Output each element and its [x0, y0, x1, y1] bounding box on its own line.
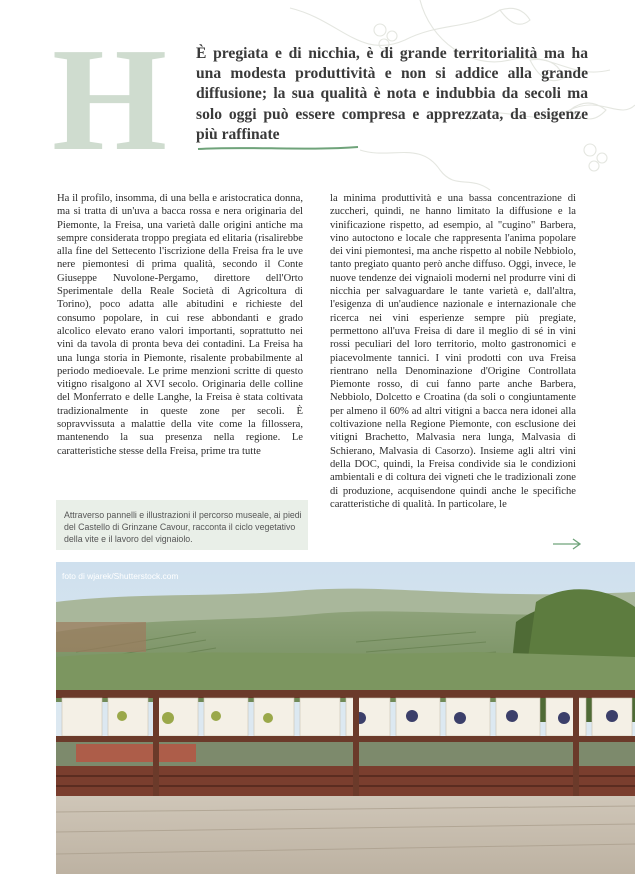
- continue-arrow-icon: [552, 537, 582, 551]
- drop-cap: H: [52, 18, 168, 182]
- body-column-left: [57, 192, 303, 458]
- body-paragraph-left: Ha il profilo, insomma, di una bella e aristocratica donna, ma si tratta di un'uva a bacca rossa e nera originaria del Piemonte, la Freisa, una varietà dalle origini antiche ma sempre considerata troppo pregiata ed elitaria (risalirebbe alla fine del Settecento l'iscrizione della Freisa fra le uve nere piemontesi di prima qualità, secondo il Conte Giuseppe Nuvolone-Pergamo, direttore dell'Orto Sperimentale della Reale Società di Agricoltura di Torino), poco adatta alle abitudini e richieste del consumo popolare, in cui rese abbondanti e grado alcolico elevato erano valori importanti, soprattutto nei vini da tavola di pronta beva dei contadini. La Freisa ha una lunga storia in Piemonte, risalente probabilmente al periodo medioevale. Le prime menzioni scritte di questo vitigno risalgono al XVI secolo. Originaria delle colline del Monferrato e delle Langhe, la Freisa è stata coltivata tradizionalmente in queste zone per secoli. È sopravvissuta a malattie della vite come la fillossera, mantenendo la sua presenza nella regione. Le caratteristiche stesse della Freisa, prime tra tutte: [57, 193, 303, 457]
- lead-underline: [196, 144, 360, 152]
- body-paragraph-right: la minima produttività e una bassa concentrazione di zuccheri, quindi, ne hanno limitato la diffusione e la vinificazione rispetto, ad esempio, al "cugino" Barbera, vino autoctono e locale che rappresenta l'anima popolare dei vini piemontesi, ma anche rispetto al nobile Nebbiolo, tanto pregiato quanto però anche diffuso. Oggi, invece, le nuove tendenze dei vignaioli moderni nel produrre vini di nicchia per salvaguardare le tante varietà e, dall'altra, l'esigenza di un'audience nazionale e internazionale che ricerca nei vini esperienze sempre più pregiate, permettono all'uva Freisa di dare il meglio di sé in vini rossi peculiari del loro territorio, molto gastronomici e piacevolmente tannici. I vini prodotti con uva Freisa rientrano nella Denominazione d'Origine Controllata Piemonte rosso, di cui fanno parte anche Barbera, Nebbiolo, Dolcetto e Croatina (da soli o congiuntamente per almeno il 60% ad altri vitigni a bacca nera idonei alla coltivazione nella Regione Piemonte, con esclusione dei vitigni Brachetto, Malvasia nera lunga, Malvasia di Schierano, Malvasia di Casorzo). Insieme agli altri vini della DOC, quindi, la Freisa condivide sia le condizioni ambientali e di coltura dei vigneti che le tradizionali zone di produzione, acquisendone quindi anche le specifiche caratteristiche di qualità. In particolare, le: [330, 193, 576, 510]
- lead-paragraph: È pregiata e di nicchia, è di grande territorialità ma ha una modesta produttività e non si addice alla grande diffusione; la sua qualità è nota e indubbia da secoli ma solo oggi può essere compresa e apprezzata, da esigenze più raffinate: [196, 45, 588, 143]
- body-column-right: [330, 192, 576, 511]
- photo-caption: Attraverso pannelli e illustrazioni il percorso museale, ai piedi del Castello di Grinzane Cavour, racconta il ciclo vegetativo della vite e il lavoro del vignaiolo.: [64, 510, 302, 544]
- vineyard-museum-photo: [56, 562, 635, 874]
- photo-credit: foto di wjarek/Shutterstock.com: [62, 571, 179, 581]
